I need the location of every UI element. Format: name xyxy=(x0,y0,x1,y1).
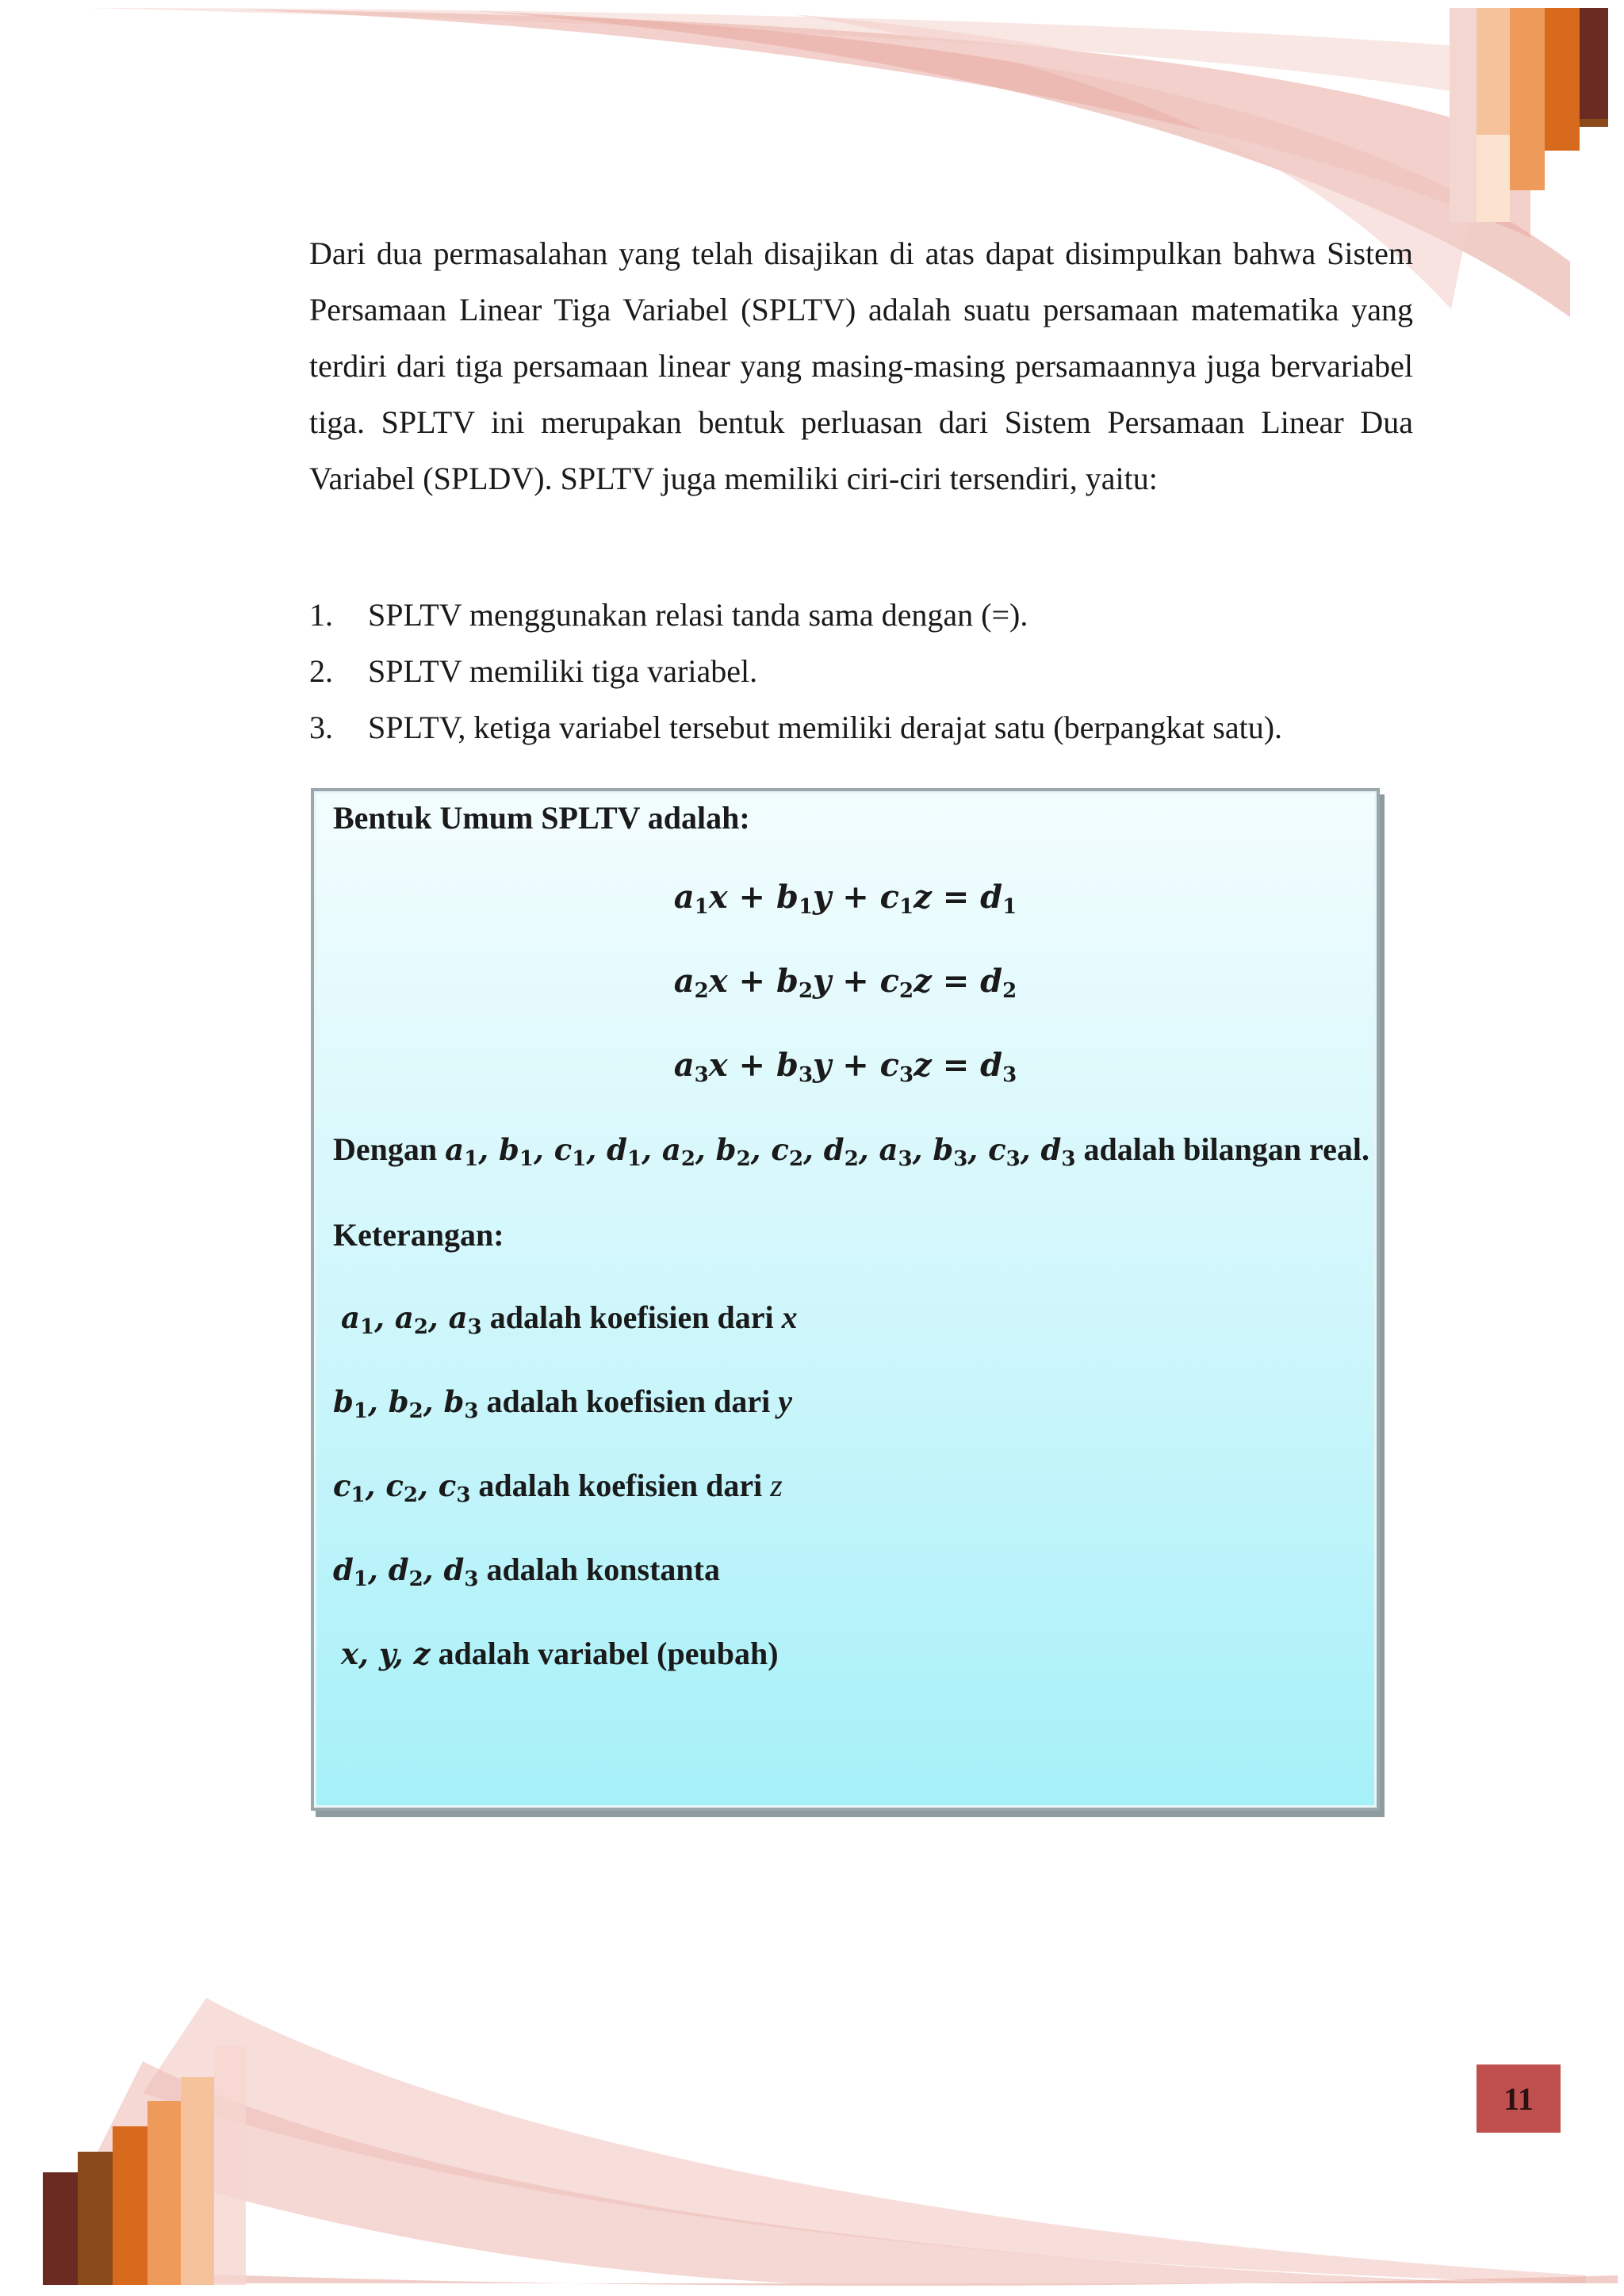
list-text: SPLTV menggunakan relasi tanda sama dengan (=). xyxy=(368,597,1028,633)
note-d: $d_1$, $d_2$, $d_3$ adalah konstanta xyxy=(333,1552,720,1591)
list-number: 3. xyxy=(309,710,333,745)
general-form-box xyxy=(311,788,1380,1811)
characteristics-list xyxy=(309,587,1419,756)
equation-2: $a_2x + b_2y + c_2z = d_2$ xyxy=(673,962,1017,1003)
note-c: $c_1$, $c_2$, $c_3$ adalah koefisien dari z xyxy=(333,1468,783,1507)
page-number: 11 xyxy=(1477,2064,1561,2133)
list-number: 2. xyxy=(309,653,333,689)
list-text: SPLTV memiliki tiga variabel. xyxy=(368,653,758,689)
keterangan-label: Keterangan: xyxy=(333,1217,504,1253)
intro-paragraph: Dari dua permasalahan yang telah disajikan di atas dapat disimpulkan bahwa Sistem Persamaan Linear Tiga Variabel (SPLTV) adalah suatu persamaan matematika yang terdiri dari tiga persamaan linear yang masing-masing persamaannya juga bervariabel tiga. SPLTV ini merupakan bentuk perluasan dari Sistem Persamaan Linear Dua Variabel (SPLDV). SPLTV juga memiliki ciri-ciri tersendiri, yaitu: xyxy=(309,235,1413,496)
box-title: Bentuk Umum SPLTV adalah: xyxy=(333,800,750,836)
dengan-line: Dengan $a_1$, $b_1$, $c_1$, $d_1$, $a_2$, $b_2$, $c_2$, $d_2$, $a_3$, $b_3$, $c_3$, $d_3$ adalah bilangan real. xyxy=(333,1131,1369,1171)
list-item xyxy=(309,643,1419,699)
list-item xyxy=(309,699,1419,756)
note-variables: x, y, z adalah variabel (peubah) xyxy=(341,1636,779,1671)
list-item xyxy=(309,587,1419,643)
equation-3: $a_3x + b_3y + c_3z = d_3$ xyxy=(673,1047,1017,1087)
equation-1: $a_1x + b_1y + c_1z = d_1$ xyxy=(673,878,1017,919)
list-text: SPLTV, ketiga variabel tersebut memiliki derajat satu (berpangkat satu). xyxy=(368,710,1283,745)
note-a: $a_1$, $a_2$, $a_3$ adalah koefisien dari x xyxy=(341,1299,798,1339)
note-b: $b_1$, $b_2$, $b_3$ adalah koefisien dari y xyxy=(333,1383,793,1423)
list-number: 1. xyxy=(309,597,333,633)
